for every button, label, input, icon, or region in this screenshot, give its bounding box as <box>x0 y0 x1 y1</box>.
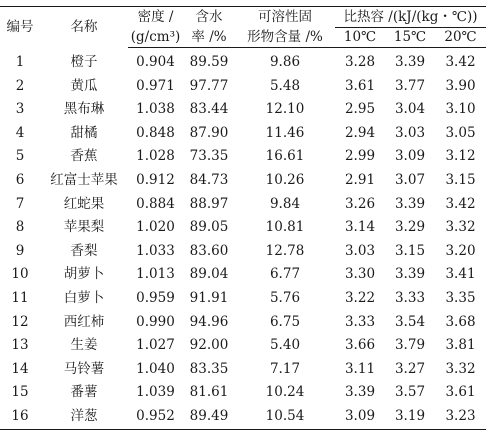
cell-id: 12 <box>11 313 29 330</box>
cell-heat-15c: 3.19 <box>385 405 435 429</box>
cell-heat-10c: 3.03 <box>344 242 376 259</box>
cell-heat-15c: 3.09 <box>394 148 426 165</box>
cell-heat-20c: 3.42 <box>445 195 476 212</box>
header-row-1 <box>0 7 486 28</box>
cell-name: 马铃薯 <box>63 360 105 377</box>
cell-density: 1.039 <box>136 384 175 401</box>
table-row <box>0 287 486 311</box>
cell-heat-20c: 3.61 <box>445 384 476 401</box>
cell-name: 红富士苹果 <box>50 171 118 188</box>
cell-soluble-solids: 9.86 <box>269 54 301 70</box>
col-header-heat-15c: 15℃ <box>385 28 435 48</box>
cell-id: 6 <box>15 171 25 188</box>
cell-water-content: 83.44 <box>189 101 229 118</box>
cell-id: 13 <box>11 337 29 354</box>
table-row <box>0 122 486 146</box>
cell-soluble-solids: 6.75 <box>269 313 301 330</box>
cell-heat-20c: 3.68 <box>445 313 476 330</box>
cell-name: 洋葱 <box>40 405 128 429</box>
cell-heat-15c: 3.07 <box>394 171 426 188</box>
cell-heat-20c: 3.90 <box>445 77 476 94</box>
cell-density: 0.952 <box>128 405 183 429</box>
table-row <box>0 405 486 429</box>
cell-water-content: 94.96 <box>189 313 229 330</box>
cell-heat-20c: 3.15 <box>445 171 476 188</box>
cell-id: 4 <box>15 124 25 141</box>
cell-heat-15c: 3.39 <box>394 54 426 70</box>
cell-heat-15c: 3.57 <box>394 384 426 401</box>
cell-soluble-solids: 5.40 <box>269 337 301 354</box>
cell-heat-15c: 3.29 <box>394 219 426 236</box>
cell-heat-20c: 3.41 <box>445 266 476 283</box>
cell-heat-10c: 3.09 <box>335 405 385 429</box>
cell-heat-10c: 3.33 <box>344 313 376 330</box>
col-header-density-unit: (g/cm³) <box>128 28 183 48</box>
col-header-density: 密度 / <box>128 7 183 28</box>
cell-heat-20c: 3.32 <box>445 219 476 236</box>
cell-heat-15c: 3.33 <box>394 289 426 306</box>
cell-water-content: 89.49 <box>183 405 235 429</box>
cell-name: 香梨 <box>70 242 98 259</box>
cell-water-content: 92.00 <box>189 337 229 354</box>
cell-density: 0.971 <box>136 77 175 94</box>
data-table <box>0 6 486 430</box>
cell-density: 0.904 <box>136 54 175 70</box>
cell-heat-20c: 3.35 <box>445 289 476 306</box>
cell-heat-10c: 2.95 <box>344 101 376 118</box>
cell-density: 1.038 <box>136 101 175 118</box>
cell-heat-15c: 3.39 <box>394 195 426 212</box>
cell-density: 1.013 <box>136 266 175 283</box>
cell-name: 生姜 <box>70 337 98 354</box>
cell-density: 1.040 <box>136 360 175 377</box>
cell-density: 1.028 <box>136 148 175 165</box>
cell-name: 西红柿 <box>63 313 105 330</box>
cell-heat-20c: 3.20 <box>445 242 476 259</box>
table-row <box>0 48 486 75</box>
cell-density: 0.848 <box>136 124 175 141</box>
cell-name: 番薯 <box>70 384 98 401</box>
cell-density: 0.884 <box>136 195 175 212</box>
cell-heat-10c: 3.61 <box>344 77 376 94</box>
cell-water-content: 97.77 <box>189 77 229 94</box>
col-header-water-unit: 率 /% <box>183 28 235 48</box>
cell-heat-10c: 3.39 <box>344 384 376 401</box>
cell-id: 11 <box>11 289 29 306</box>
table-row <box>0 193 486 217</box>
cell-water-content: 89.05 <box>189 219 229 236</box>
cell-id: 10 <box>11 266 29 283</box>
cell-soluble-solids: 16.61 <box>265 148 305 165</box>
cell-name: 甜橘 <box>70 124 98 141</box>
cell-name: 黑布琳 <box>63 101 105 118</box>
cell-heat-10c: 2.94 <box>344 124 376 141</box>
cell-heat-10c: 3.22 <box>344 289 376 306</box>
cell-heat-15c: 3.77 <box>394 77 426 94</box>
col-header-id: 编号 <box>0 7 40 48</box>
cell-water-content: 83.60 <box>189 242 229 259</box>
cell-id: 1 <box>15 53 25 70</box>
cell-heat-15c: 3.79 <box>394 337 426 354</box>
cell-soluble-solids: 12.10 <box>265 101 305 118</box>
table-row <box>0 240 486 264</box>
cell-heat-10c: 3.26 <box>344 195 376 212</box>
cell-name: 苹果梨 <box>63 219 105 236</box>
cell-density: 1.020 <box>136 219 175 236</box>
table-row <box>0 381 486 405</box>
cell-id: 14 <box>11 360 29 377</box>
cell-heat-15c: 3.39 <box>394 266 426 283</box>
cell-water-content: 88.97 <box>189 195 229 212</box>
cell-heat-10c: 3.11 <box>344 360 376 377</box>
cell-density: 0.959 <box>136 289 175 306</box>
cell-heat-10c: 3.30 <box>344 266 376 283</box>
col-header-solids: 可溶性固 <box>235 7 335 28</box>
cell-id: 3 <box>15 101 25 118</box>
cell-heat-20c: 3.81 <box>445 337 476 354</box>
cell-id: 16 <box>0 405 40 429</box>
cell-heat-20c: 3.10 <box>445 101 476 118</box>
table-row <box>0 334 486 358</box>
cell-id: 2 <box>15 77 25 94</box>
cell-name: 黄瓜 <box>70 77 98 94</box>
cell-water-content: 89.04 <box>189 266 229 283</box>
cell-water-content: 87.90 <box>189 124 229 141</box>
cell-water-content: 91.91 <box>189 289 229 306</box>
cell-soluble-solids: 11.46 <box>265 124 305 141</box>
cell-density: 0.990 <box>136 313 175 330</box>
cell-heat-10c: 2.99 <box>344 148 376 165</box>
cell-heat-10c: 2.91 <box>344 171 376 188</box>
cell-id: 9 <box>15 242 25 259</box>
cell-name: 白萝卜 <box>63 289 105 306</box>
cell-density: 0.912 <box>136 171 175 188</box>
cell-soluble-solids: 10.54 <box>235 405 335 429</box>
table-row <box>0 169 486 193</box>
cell-density: 1.033 <box>136 242 175 259</box>
cell-name: 胡萝卜 <box>63 266 105 283</box>
cell-heat-15c: 3.27 <box>394 360 426 377</box>
cell-id: 15 <box>11 384 29 401</box>
table-row <box>0 311 486 335</box>
table-body <box>0 48 486 430</box>
cell-density: 1.027 <box>136 337 175 354</box>
cell-id: 5 <box>15 148 25 165</box>
cell-name: 红蛇果 <box>63 195 105 212</box>
cell-soluble-solids: 5.76 <box>269 289 301 306</box>
cell-heat-20c: 3.23 <box>435 405 486 429</box>
table-row <box>0 145 486 169</box>
cell-heat-20c: 3.42 <box>445 54 476 70</box>
cell-soluble-solids: 5.48 <box>269 77 301 94</box>
cell-soluble-solids: 12.78 <box>265 242 305 259</box>
table-row <box>0 75 486 99</box>
cell-heat-20c: 3.05 <box>445 124 476 141</box>
table-row <box>0 358 486 382</box>
col-header-solids-unit: 形物含量 /% <box>235 28 335 48</box>
col-header-heat-20c: 20℃ <box>435 28 486 48</box>
cell-heat-15c: 3.15 <box>394 242 426 259</box>
cell-water-content: 84.73 <box>189 171 229 188</box>
cell-heat-15c: 3.04 <box>394 101 426 118</box>
table-row <box>0 263 486 287</box>
cell-name: 橙子 <box>70 53 98 70</box>
cell-id: 7 <box>15 195 25 212</box>
cell-name: 香蕉 <box>70 148 98 165</box>
cell-water-content: 81.61 <box>189 384 229 401</box>
col-group-specific-heat: 比热容 /(kJ/(kg・℃)) <box>335 7 486 28</box>
cell-heat-10c: 3.28 <box>344 54 376 70</box>
cell-soluble-solids: 7.17 <box>269 360 301 377</box>
cell-soluble-solids: 10.26 <box>265 171 305 188</box>
table-row <box>0 98 486 122</box>
cell-heat-20c: 3.32 <box>445 360 476 377</box>
cell-heat-15c: 3.54 <box>394 313 426 330</box>
cell-heat-10c: 3.66 <box>344 337 376 354</box>
cell-soluble-solids: 6.77 <box>269 266 301 283</box>
col-header-name: 名称 <box>40 7 128 48</box>
col-header-water: 含水 <box>183 7 235 28</box>
cell-heat-15c: 3.03 <box>394 124 426 141</box>
cell-soluble-solids: 9.84 <box>269 195 301 212</box>
cell-soluble-solids: 10.24 <box>265 384 305 401</box>
table-row <box>0 216 486 240</box>
cell-water-content: 73.35 <box>189 148 229 165</box>
col-header-heat-10c: 10℃ <box>335 28 385 48</box>
cell-id: 8 <box>15 219 25 236</box>
cell-heat-20c: 3.12 <box>445 148 476 165</box>
cell-water-content: 89.59 <box>189 54 229 70</box>
table-header <box>0 7 486 48</box>
cell-soluble-solids: 10.81 <box>265 219 305 236</box>
cell-heat-10c: 3.14 <box>344 219 376 236</box>
cell-water-content: 83.35 <box>189 360 229 377</box>
